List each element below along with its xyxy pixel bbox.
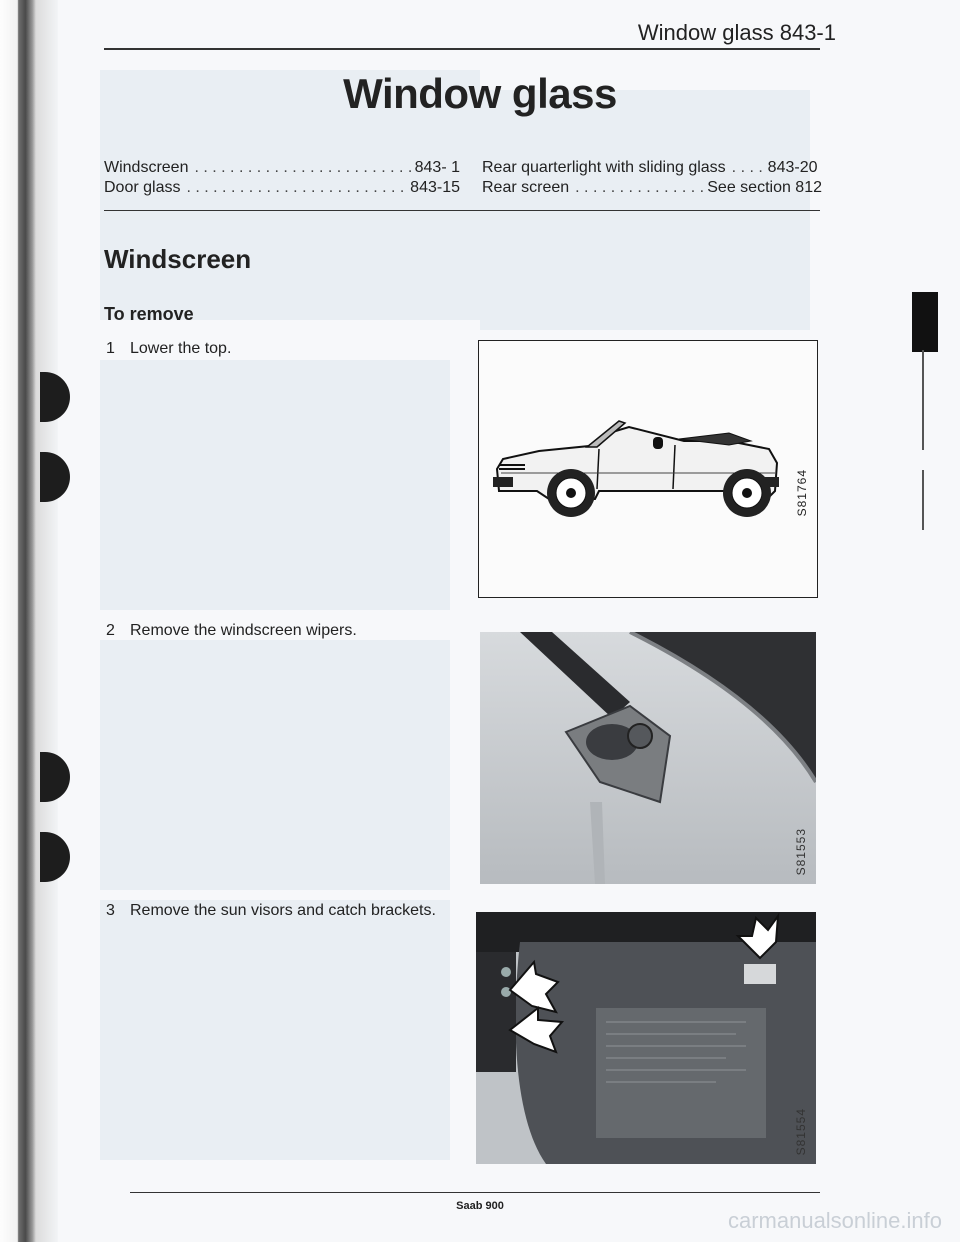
wiper-arm-icon: [480, 632, 816, 884]
binder-hole: [40, 372, 70, 422]
binder-hole: [40, 832, 70, 882]
figure-sun-visor-photo: [476, 912, 816, 1164]
page-title: Window glass: [343, 70, 617, 117]
edge-line: [922, 350, 924, 450]
toc-left: [104, 158, 460, 198]
footer-text: Saab 900: [456, 1200, 504, 1212]
figure-wiper-photo: [480, 632, 816, 884]
watermark-text: carmanualsonline.info: [727, 1208, 942, 1233]
binder-hole: [40, 452, 70, 502]
figure-car-drawing: [478, 340, 818, 598]
step-3: 3 Remove the sun visors and catch brackets.: [106, 902, 436, 919]
footer-rule: [130, 1192, 820, 1193]
show-through-area: [100, 360, 450, 610]
toc-entry: Rear screen . . . See section 812: [482, 178, 822, 198]
running-header: Window glass 843-1: [637, 20, 836, 45]
toc-entry: Rear quarterlight with sliding glass . . . 843-20: [482, 158, 822, 178]
toc-entry: Windscreen . . . 843- 1: [104, 158, 460, 178]
step-1: 1 Lower the top.: [106, 340, 232, 357]
sub-heading: To remove: [104, 304, 194, 324]
edge-line: [922, 470, 924, 530]
toc-right: [482, 158, 822, 198]
toc-rule: [104, 210, 820, 211]
step-2: 2 Remove the windscreen wipers.: [106, 622, 357, 639]
show-through-area: [100, 900, 450, 1160]
figure-code: S81553: [794, 828, 808, 876]
section-heading: Windscreen: [104, 244, 252, 274]
figure-code: S81764: [795, 469, 809, 517]
binder-hole: [40, 752, 70, 802]
figure-code: S81554: [794, 1108, 808, 1156]
binder-edge: [0, 0, 58, 1242]
sun-visor-icon: [476, 912, 816, 1164]
header-rule: [104, 48, 820, 50]
toc-entry: Door glass . . . 843-15: [104, 178, 460, 198]
page-tab-mark: [912, 292, 938, 352]
convertible-car-icon: [479, 341, 817, 597]
show-through-area: [100, 640, 450, 890]
